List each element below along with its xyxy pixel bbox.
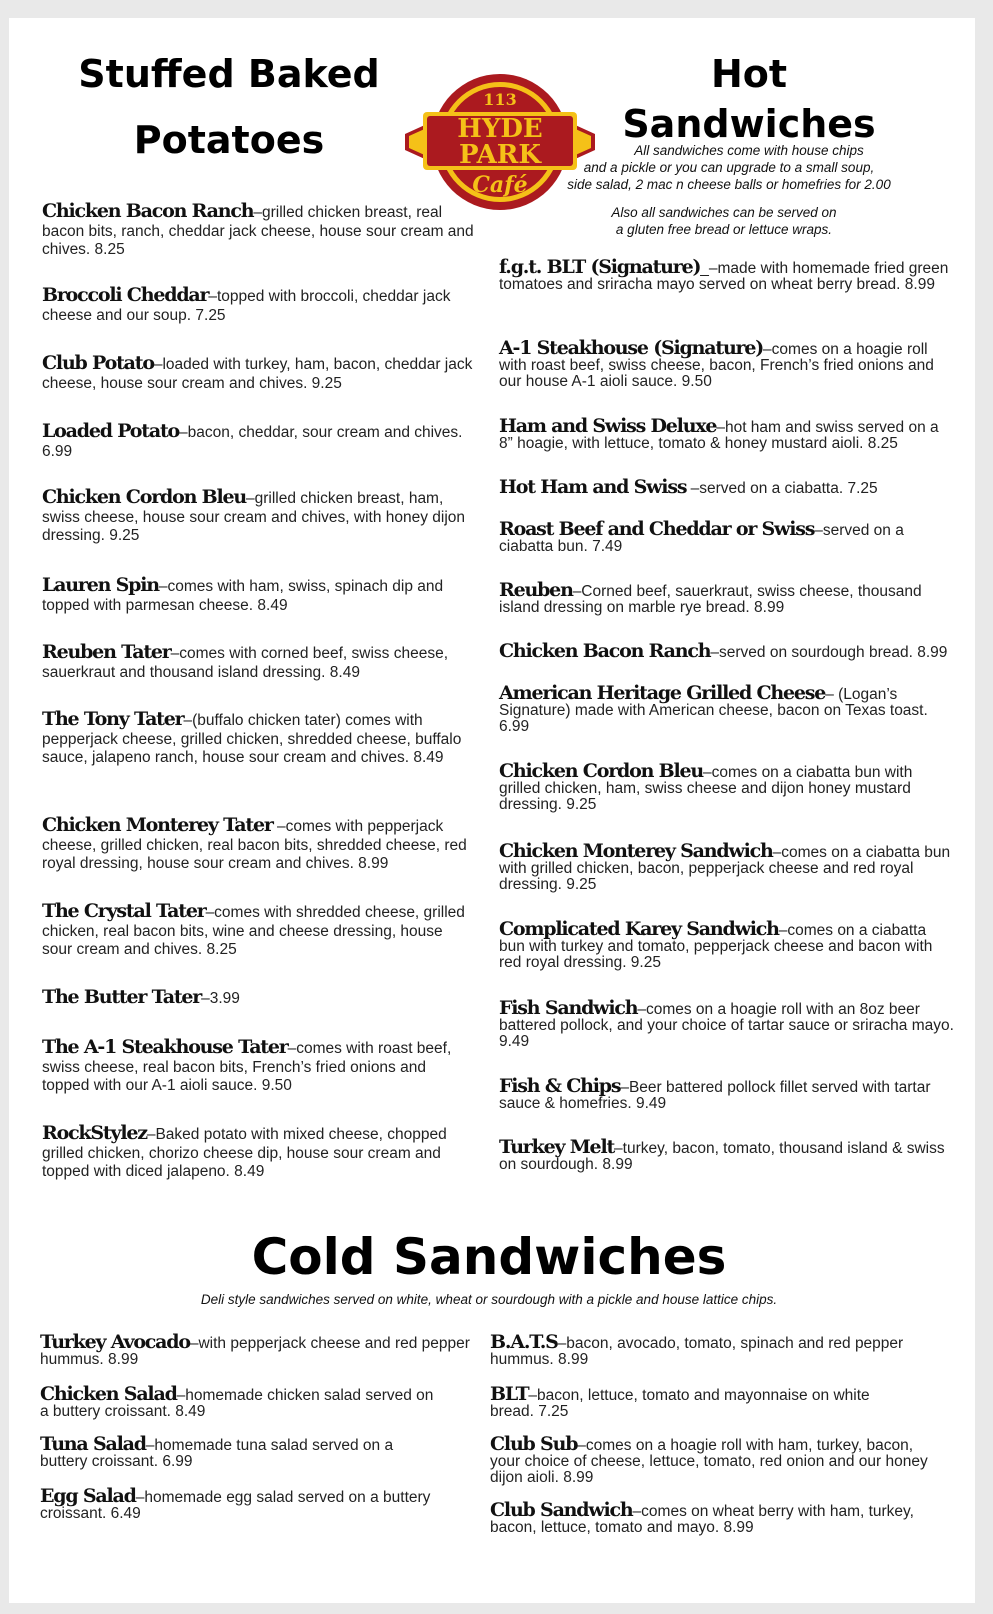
item-desc: –comes on a ciabatta bun with turkey and tomato, pepperjack cheese and bacon with red royal dressing. 9.25 [499, 922, 933, 971]
cold-item [40, 1383, 440, 1420]
item-desc: –bacon, lettuce, tomato and mayonnaise on white bread. 7.25 [490, 1387, 870, 1420]
hot-item [499, 1075, 954, 1112]
item-desc: –comes on a hoagie roll with ham, turkey, bacon, your choice of cheese, lettuce, tomato, red onion and our honey dijon aioli. 8.99 [490, 1437, 928, 1486]
item-desc: – (Logan’s Signature) made with American cheese, bacon on Texas toast. 6.99 [499, 686, 928, 735]
item-desc: –comes on a hoagie roll with an 8oz beer battered pollock, and your choice of tartar sauce or sriracha mayo. 9.49 [499, 1001, 954, 1050]
potato-item [42, 286, 474, 325]
item-name: Chicken Cordon Bleu [42, 486, 246, 508]
hot-item [499, 918, 954, 971]
cold-item [490, 1383, 870, 1420]
cold-item [490, 1331, 930, 1368]
potato-item [42, 643, 474, 682]
potato-item [42, 488, 474, 546]
potato-item [42, 816, 474, 874]
potato-item [42, 354, 474, 393]
item-name: Chicken Bacon Ranch [499, 640, 711, 662]
hot-item [499, 760, 954, 813]
item-name: B.A.T.S [490, 1331, 558, 1353]
item-name: Broccoli Cheddar [42, 284, 209, 306]
item-desc: –comes with corned beef, swiss cheese, sauerkraut and thousand island dressing. 8.49 [42, 645, 449, 681]
cold-note: Deli style sandwiches served on white, wheat or sourdough with a pickle and house lattice chips. [200, 1292, 778, 1307]
item-desc: –homemade tuna salad served on a buttery croissant. 6.99 [40, 1437, 394, 1470]
hot-item [499, 518, 954, 555]
item-name: BLT [490, 1383, 529, 1405]
potatoes-title-line2: Potatoes [133, 118, 325, 162]
item-desc: –turkey, bacon, tomato, thousand island & swiss on sourdough. 8.99 [499, 1140, 945, 1173]
item-name: Fish Sandwich [499, 997, 638, 1019]
item-name: Roast Beef and Cheddar or Swiss [499, 518, 815, 540]
item-name: Loaded Potato [42, 420, 180, 442]
item-desc: –3.99 [201, 990, 240, 1007]
cold-item [40, 1331, 480, 1368]
hot-item [499, 337, 954, 390]
item-name: Tuna Salad [40, 1433, 146, 1455]
hot-item [499, 476, 954, 498]
item-name: Reuben Tater [42, 641, 171, 663]
item-name: Turkey Melt [499, 1136, 615, 1158]
item-desc: –comes with shredded cheese, grilled chicken, real bacon bits, wine and cheese dressing, house sour cream and chives. 8.25 [42, 904, 465, 958]
item-desc: –Beer battered pollock fillet served with tartar sauce & homefries. 9.49 [499, 1079, 931, 1112]
hot-item [499, 579, 954, 616]
svg-text:113: 113 [483, 90, 517, 109]
item-desc: –homemade egg salad served on a buttery croissant. 6.49 [40, 1489, 431, 1522]
item-desc: _–made with homemade fried green tomatoes and sriracha mayo served on wheat berry bread. 8.99 [499, 260, 949, 293]
svg-text:HYDE: HYDE [457, 114, 543, 144]
potato-item [42, 576, 474, 615]
item-name: The Crystal Tater [42, 900, 206, 922]
item-desc: –grilled chicken breast, real bacon bits, ranch, cheddar jack cheese, house sour cream and chives. 8.25 [42, 204, 474, 258]
hot-note-line1: All sandwiches come with house chips [634, 143, 864, 158]
item-name: Reuben [499, 579, 573, 601]
cold-title: Cold Sandwiches [251, 1228, 727, 1286]
potatoes-title-line1: Stuffed Baked [78, 52, 380, 96]
item-desc: –comes with roast beef, swiss cheese, real bacon bits, French’s fried onions and topped with our A-1 aioli sauce. 9.50 [42, 1040, 452, 1094]
item-desc: –hot ham and swiss served on a 8” hoagie, with lettuce, tomato & honey mustard aioli. 8.25 [499, 419, 939, 452]
item-name: The A-1 Steakhouse Tater [42, 1036, 288, 1058]
item-desc: –with pepperjack cheese and red pepper hummus. 8.99 [40, 1335, 470, 1368]
hot-note-line3: side salad, 2 mac n cheese balls or homefries for 2.00 [567, 177, 891, 192]
hot-title-line2: Sandwiches [622, 102, 876, 146]
potato-item [42, 422, 474, 461]
item-name: Lauren Spin [42, 574, 159, 596]
hot-item [499, 997, 954, 1050]
item-desc: –comes on a hoagie roll with roast beef, swiss cheese, bacon, French’s fried onions and our house A-1 aioli sauce. 9.50 [499, 341, 934, 390]
item-name: Club Sub [490, 1433, 578, 1455]
item-desc: –loaded with turkey, ham, bacon, cheddar jack cheese, house sour cream and chives. 9.25 [42, 356, 473, 392]
item-name: Complicated Karey Sandwich [499, 918, 779, 940]
item-name: Chicken Monterey Sandwich [499, 840, 773, 862]
hot-note-line2: and a pickle or you can upgrade to a small soup, [583, 160, 875, 175]
item-name: Ham and Swiss Deluxe [499, 415, 717, 437]
potato-item [42, 1038, 474, 1096]
item-desc: –(buffalo chicken tater) comes with pepperjack cheese, grilled chicken, shredded cheese, buffalo sauce, jalapeno ranch, house sour cream and chives. 8.49 [42, 712, 462, 766]
item-name: A-1 Steakhouse (Signature) [499, 337, 764, 359]
item-name: Chicken Monterey Tater [42, 814, 273, 836]
hot-item [499, 640, 954, 662]
item-desc: –comes on a ciabatta bun with grilled chicken, ham, swiss cheese and dijon honey mustard dressing. 9.25 [499, 764, 913, 813]
hot-item [499, 682, 954, 735]
item-name: American Heritage Grilled Cheese [499, 682, 826, 704]
item-name: Hot Ham and Swiss [499, 476, 687, 498]
item-desc: –served on sourdough bread. 8.99 [710, 644, 948, 661]
item-desc: –topped with broccoli, cheddar jack cheese and our soup. 7.25 [42, 288, 451, 324]
item-desc: –bacon, cheddar, sour cream and chives. 6.99 [42, 424, 463, 460]
hot-item [499, 256, 954, 293]
potato-item [42, 988, 474, 1009]
item-name: Club Sandwich [490, 1499, 633, 1521]
item-desc: –homemade chicken salad served on a buttery croissant. 8.49 [40, 1387, 434, 1420]
item-desc: –comes on a ciabatta bun with grilled chicken, bacon, pepperjack cheese and red royal dressing. 9.25 [499, 844, 951, 893]
cold-item [40, 1485, 455, 1522]
hot-item [499, 415, 954, 452]
hot-title-line1: Hot [710, 52, 788, 96]
item-name: f.g.t. BLT (Signature) [499, 256, 701, 278]
item-desc: –comes on wheat berry with ham, turkey, bacon, lettuce, tomato and mayo. 8.99 [490, 1503, 914, 1536]
cold-item [40, 1433, 430, 1470]
item-name: Egg Salad [40, 1485, 136, 1507]
hot-item [499, 840, 954, 893]
potato-item [42, 1124, 474, 1182]
item-name: Chicken Cordon Bleu [499, 760, 703, 782]
hot-note2-line2: a gluten free bread or lettuce wraps. [615, 222, 833, 237]
item-name: The Tony Tater [42, 708, 184, 730]
potato-item [42, 710, 474, 768]
cold-item [490, 1433, 940, 1486]
item-desc: –comes with ham, swiss, spinach dip and topped with parmesan cheese. 8.49 [42, 578, 444, 614]
item-name: Turkey Avocado [40, 1331, 190, 1353]
item-desc: –bacon, avocado, tomato, spinach and red pepper hummus. 8.99 [490, 1335, 904, 1368]
item-name: Chicken Bacon Ranch [42, 200, 254, 222]
potato-item [42, 202, 474, 260]
item-name: Fish & Chips [499, 1075, 621, 1097]
item-name: RockStylez [42, 1122, 147, 1144]
item-desc: –Corned beef, sauerkraut, swiss cheese, thousand island dressing on marble rye bread. 8.99 [499, 583, 922, 616]
hot-item [499, 1136, 954, 1173]
item-name: Club Potato [42, 352, 154, 374]
item-name: The Butter Tater [42, 986, 202, 1008]
hot-note2-line1: Also all sandwiches can be served on [611, 205, 837, 220]
item-desc: –served on a ciabatta bun. 7.49 [499, 522, 904, 555]
item-desc: –grilled chicken breast, ham, swiss cheese, house sour cream and chives, with honey dijon dressing. 9.25 [42, 490, 466, 544]
menu-page [9, 18, 975, 1603]
item-name: Chicken Salad [40, 1383, 177, 1405]
item-desc: –Baked potato with mixed cheese, chopped grilled chicken, chorizo cheese dip, house sour cream and topped with diced jalapeno. 8.49 [42, 1126, 447, 1180]
cold-item [490, 1499, 940, 1536]
item-desc: –served on a ciabatta. 7.25 [686, 480, 878, 497]
svg-text:PARK: PARK [458, 140, 542, 170]
svg-text:Café: Café [472, 172, 528, 198]
potato-item [42, 902, 474, 960]
item-desc: –comes with pepperjack cheese, grilled chicken, real bacon bits, shredded cheese, red royal dressing, house sour cream and chives. 8.99 [42, 818, 467, 872]
